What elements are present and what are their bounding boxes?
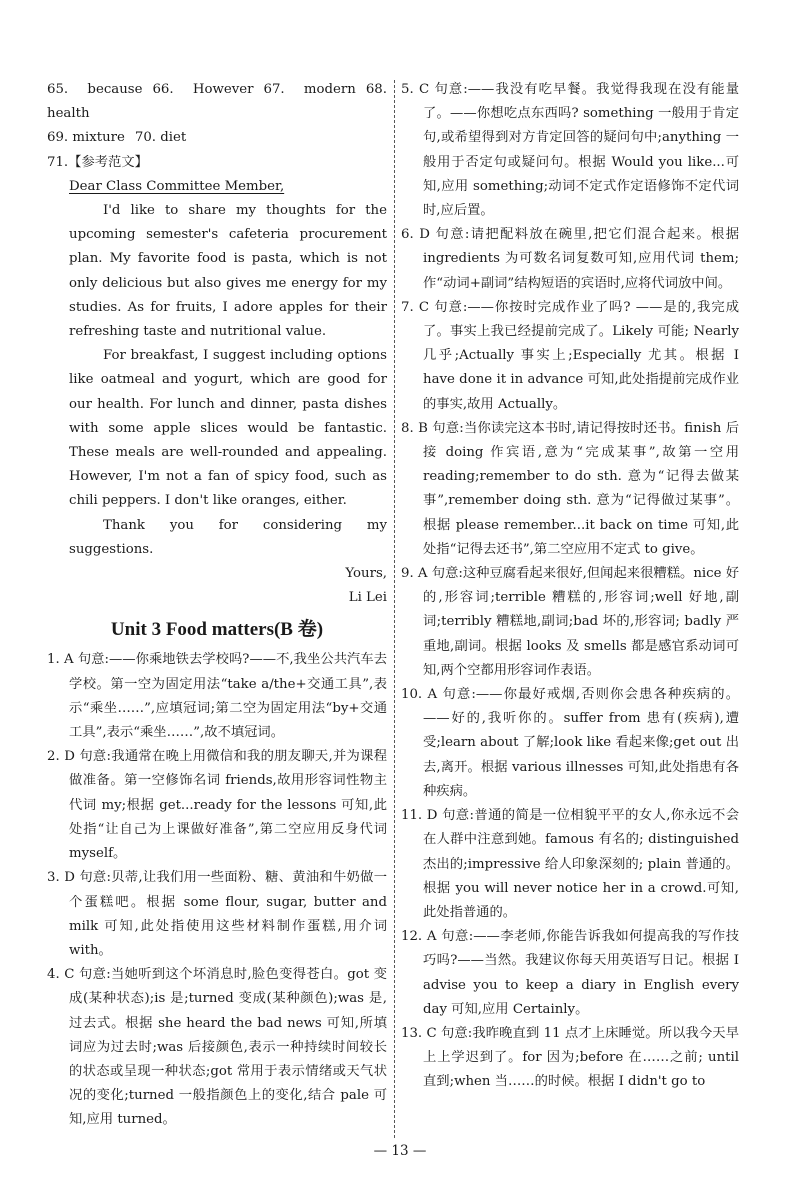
answer-item: 8. B 句意:当你读完这本书时,请记得按时还书。finish 后接 doing 作宾语,意为“完成某事”,故第一空用 reading;remember to do sth. 意为“记得去做某事”,remember doing sth. 意为“记得做过某事”。根据 please remember...it back on time 可知,此处指“记得去还书”,第二空应用不定式 to give。 [401,420,739,557]
left-column [47,78,387,1133]
answer-item: 6. D 句意:请把配料放在碗里,把它们混合起来。根据 ingredients 为可数名词复数可知,应用代词 them;作“动词+副词”结构短语的宾语时,应将代词放中间。 [401,227,739,291]
answer-item: 5. C 句意:——我没有吃早餐。我觉得我现在没有能量了。——你想吃点东西吗? something 一般用于肯定句,或希望得到对方肯定回答的疑问句中;anything 一般用于否定句或疑问句。根据 Would you like...可知,应用 something;动词不定式作定语修饰不定代词时,应后置。 [401,82,739,219]
answer-item: 7. C 句意:——你按时完成作业了吗? ——是的,我完成了。事实上我已经提前完成了。Likely 可能; Nearly 几乎;Actually 事实上;Especially 尤其。根据 I have done it in advance 可知,此处指提前完成作业的事实,故用 Actually。 [401,299,739,412]
letter-salutation: Dear Class Committee Member, [69,178,285,194]
answer-item: 9. A 句意:这种豆腐看起来很好,但闻起来很糟糕。nice 好的,形容词;terrible 糟糕的,形容词;well 好地,副词;terribly 糟糕地,副词;bad 坏的,形容词; badly 严重地,副词。根据 looks 及 smells 都是感官系动词可知,两个空都用形容词作表语。 [401,566,739,678]
answer-key-row: 69. mixture 70. diet [47,130,187,146]
answer-item: 4. C 句意:当她听到这个坏消息时,脸色变得苍白。got 变成(某种状态);is 是;turned 变成(某种颜色);was 是,过去式。根据 she heard the bad news 可知,所填词应为过去时;was 后接颜色,表示一种持续时间较长的状态或呈现一种状态;got 常用于表示情绪或天气状况的变化;turned 一般指颜色上的变化,结合 pale 可知,应用 turned。 [47,967,387,1128]
page-number: — 13 — [373,1143,427,1159]
right-column [401,78,739,1095]
letter-closing: Yours, [345,566,387,582]
letter-paragraph: I'd like to share my thoughts for the upcoming semester's cafeteria procurement plan. My favorite food is pasta, which is not only delicious but also gives me energy for my studies. As for fruits, I adore apples for their refreshing taste and nutritional value. [69,203,387,340]
answer-key-row: 65. because 66. However 67. modern 68. health [47,82,387,122]
unit-title: Unit 3 Food matters(B 卷) [110,619,324,641]
sample-letter [47,175,387,611]
answer-item: 2. D 句意:我通常在晚上用微信和我的朋友聊天,并为课程做准备。第一空修饰名词 friends,故用形容词性物主代词 my;根据 get...ready for the lessons 可知,此处指“让自己为上课做好准备”,第二空应用反身代词 myself。 [47,749,387,862]
answer-item: 10. A 句意:——你最好戒烟,否则你会患各种疾病的。——好的,我听你的。suffer from 患有(疾病),遭受;learn about 了解;look like 看起来像;get out 出去,离开。根据 various illnesses 可知,此处指患有各种疾病。 [401,687,739,799]
column-divider [394,80,395,1138]
letter-signature: Li Lei [348,590,387,606]
answer-item: 11. D 句意:普通的简是一位相貌平平的女人,你永远不会在人群中注意到她。famous 有名的; distinguished 杰出的;impressive 给人印象深刻的; plain 普通的。根据 you will never notice her in a crowd.可知,此处指普通的。 [401,808,739,920]
answer-item: 12. A 句意:——李老师,你能告诉我如何提高我的写作技巧吗?——当然。我建议你每天用英语写日记。根据 I advise you to keep a diary in English every day 可知,应用 Certainly。 [401,929,739,1017]
answer-item: 1. A 句意:——你乘地铁去学校吗?——不,我坐公共汽车去学校。第一空为固定用法“take a/the+交通工具”,表示“乘坐……”,应填冠词;第二空为固定用法“by+交通工具”,表示“乘坐……”,故不填冠词。 [47,652,387,741]
q71-label: 71.【参考范文】 [47,154,148,170]
answer-item: 3. D 句意:贝蒂,让我们用一些面粉、糖、黄油和牛奶做一个蛋糕吧。根据 some flour, sugar, butter and milk 可知,此处指使用这些材料制作蛋糕,用介词 with。 [47,870,387,958]
answer-item: 13. C 句意:我昨晚直到 11 点才上床睡觉。所以我今天早上上学迟到了。for 因为;before 在……之前; until 直到;when 当……的时候。根据 I didn't go to [401,1025,739,1090]
letter-paragraph: Thank you for considering my suggestions. [69,517,387,557]
letter-paragraph: For breakfast, I suggest including options like oatmeal and yogurt, which are good for our health. For lunch and dinner, pasta dishes with some apple slices would be fantastic. These meals are well-rounded and appealing. However, I'm not a fan of spicy food, such as chili peppers. I don't like oranges, either. [69,348,387,509]
